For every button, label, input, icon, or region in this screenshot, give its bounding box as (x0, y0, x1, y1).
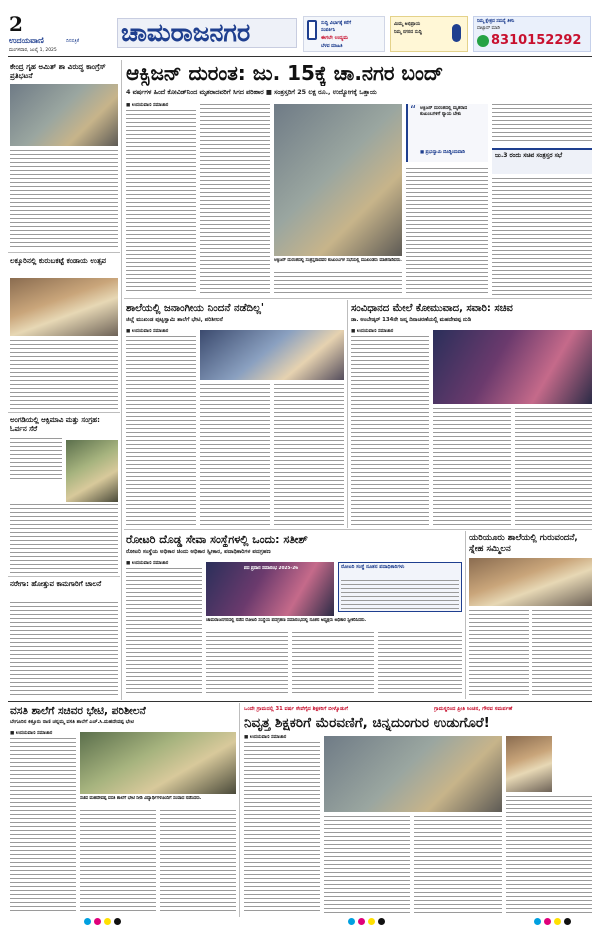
ad1-line1: ಸುದ್ದಿ ವಿಭಾಗಕ್ಕೆ ಕರೆಗೆ (321, 21, 352, 26)
retired-teacher-col3 (414, 816, 502, 914)
left-story4-body (10, 602, 118, 696)
edition-title: ಚಾಮರಾಜನಗರ (121, 18, 251, 47)
paper-name: ಉದಯವಾಣಿ (9, 36, 44, 45)
retired-teacher-col1 (244, 742, 320, 914)
school-story-subhead: ಜಿಲ್ಲೆ ಮುಖಂಡ ಪುಟ್ಟಸ್ವಾಮಿ ಶಾಲೆಗೆ ಭೇಟಿ, ಪರಿಶೀಲನೆ (126, 317, 223, 323)
school-reunion-headline: ಯರಿಯೂರು ಶಾಲೆಯಲ್ಲಿ ಗುರುವಂದನೆ, ಸ್ನೇಹ ಸಮ್ಮಿಲನ (469, 533, 578, 554)
registration-mark-magenta-3 (544, 918, 551, 925)
ad1-line4: ಬೆಳವ ಮಾಹಿತಿ (321, 44, 343, 49)
left-story3-title: ಅಂಗಡಿಯಲ್ಲಿ ಆಕ್ಸಿಮಾವಿ ಮತ್ತು ಸಂಗ್ರಹ: ಓರ್ವನ ಸೆರೆ (10, 416, 100, 433)
rotary-byline: ■ ಉದಯವಾಣಿ ಸಮಾಚಾರ (126, 561, 169, 566)
registration-mark-yellow-3 (554, 918, 561, 925)
ad1-line2: ಸಂಪರ್ಕಿಸಿ (321, 28, 336, 33)
residential-school-col3 (160, 810, 236, 914)
registration-mark-black-2 (378, 918, 385, 925)
ambedkar-headline: ಸಂವಿಧಾನದ ಮೇಲೆ ಕೋಮುವಾದ, ಸವಾರಿ: ಸಚಿವ (351, 303, 513, 314)
lead-body-col4 (406, 168, 488, 296)
lead-quote: ಆಕ್ಸಿಜನ್ ದುರಂತದಲ್ಲಿ ಮೃತರಾದ ಕುಟುಂಬಗಳಿಗೆ ನ್ಯಾಯ ಬೇಕು (420, 106, 468, 117)
ad2-line1: ಮಿಮ್ಮ ಅಭಿಪ್ರಾಯ (394, 22, 421, 27)
retired-teacher-col4 (506, 796, 592, 914)
ad-mic-icon (452, 24, 461, 42)
whatsapp-phone: 8310152292 (491, 33, 582, 48)
left-story3-body-b (10, 504, 118, 574)
registration-mark-yellow (104, 918, 111, 925)
lead-body-col2 (200, 104, 270, 294)
left-story1-body (10, 150, 118, 248)
page-number: 2 (9, 12, 23, 36)
left-story1-title: ಕೇಂದ್ರ ಗೃಹ ಅಮಿತ್ ಶಾ ವಿರುದ್ಧ ಕಾಂಗ್ರೆಸ್ ಪ್ರತಿಭಟನೆ (10, 62, 106, 80)
registration-mark-magenta (94, 918, 101, 925)
school-story-col3 (274, 384, 344, 526)
residential-school-subhead: ಬೇಗೂರಿನ ಕಿತ್ತೂರು ರಾಣಿ ಚನ್ನಮ್ಮ ವಸತಿ ಶಾಲೆಗೆ ಎಚ್.ಸಿ.ಮಹದೇವಪ್ಪ ಭೇಟಿ (10, 719, 134, 725)
ad3-line1: ನಿಮ್ಮ ಕ್ಷೇತ್ರದ ಸಮಸ್ಯೆ ತಿಳಿಸಿ (477, 19, 515, 24)
lead-side-note: ಜು.3 ರಂದು ಸಚಿವ ಸಂತ್ರಸ್ತರ ಸಭೆ (495, 152, 563, 159)
left-story2-body (10, 340, 118, 410)
lead-body-col1 (126, 110, 196, 294)
retired-teacher-portrait (506, 736, 552, 792)
school-story-byline: ■ ಉದಯವಾಣಿ ಸಮಾಚಾರ (126, 329, 169, 334)
rotary-box-title: ರೋಟರಿ ಸಂಸ್ಥೆ ನೂತನ ಪದಾಧಿಕಾರಿಗಳು (341, 564, 405, 570)
retired-teacher-photo (324, 736, 502, 812)
residential-school-col2 (80, 810, 156, 914)
school-reunion-photo (469, 558, 592, 606)
rotary-col1 (126, 568, 202, 696)
lead-subhead: 4 ವರ್ಷಗಳ ಹಿಂದೆ ಕೋವಿಡ್‌ನಿಂದ ಮೃತರಾದವರಿಗೆ ಸಿಗದ ಪರಿಹಾರ ■ ಸಂತ್ರಸ್ತರಿಗೆ 25 ಲಕ್ಷ ರೂ., ಉದ್ಯೋಗಕ್ಕೆ ಒತ್ತಾಯ (126, 88, 377, 96)
registration-mark-cyan (84, 918, 91, 925)
whatsapp-icon (477, 35, 489, 47)
left-story2-photo (10, 278, 118, 336)
registration-mark-black-3 (564, 918, 571, 925)
quote-mark-icon: “ (410, 103, 417, 117)
retired-teacher-headline: ನಿವೃತ್ತ ಶಿಕ್ಷಕರಿಗೆ ಮೆರವಣಿಗೆ, ಚಿನ್ನದುಂಗುರ ಉಡುಗೊರೆ! (244, 715, 490, 731)
rotary-col3 (292, 632, 374, 696)
ambedkar-col2 (433, 408, 511, 526)
school-story-headline: ಶಾಲೆಯಲ್ಲಿ ಜನಾಂಗೀಯ ನಿಂದನೆ ನಡೆದಿಲ್ಲ' (126, 303, 265, 314)
ambedkar-col1 (351, 336, 429, 526)
retired-teacher-col2 (324, 816, 410, 914)
rotary-subhead: ರೋಟರಿ ಸಂಸ್ಥೆಯ ಅಧಿಕಾರ ಚಿಂದು ಅಧಿಕಾರ ಸ್ವೀಕಾರ, ಪದಾಧಿಕಾರಿಗಳ ಪದಗ್ರಹಣ (126, 549, 271, 555)
lead-side-body (492, 178, 592, 296)
school-story-col2 (200, 384, 270, 526)
left-story3-photo (66, 440, 118, 502)
retired-teacher-kicker-1: ಒಂದೇ ಗ್ರಾಮದಲ್ಲಿ 31 ವರ್ಷ ಸೇವೆಗೈದ ಶಿಕ್ಷಕರಿಗೆ ಬೀಳ್ಕೊಡುಗೆ (244, 706, 348, 712)
lead-side-bullets (492, 104, 592, 144)
registration-mark-yellow-2 (368, 918, 375, 925)
registration-mark-cyan-3 (534, 918, 541, 925)
left-story3-body-a (10, 438, 62, 482)
ad1-line3: ಈಗಲೇ ಉದ್ಯಮ (321, 35, 348, 41)
rotary-banner: ಪದ ಪ್ರದಾನ ಸಮಾರಂಭ 2025-26 (243, 566, 299, 571)
registration-mark-magenta-2 (358, 918, 365, 925)
residential-school-caption: ಸಚಿವ ಮಹದೇವಪ್ಪ ವಸತಿ ಶಾಲೆಗೆ ಭೇಟಿ ನೀಡಿ ವಿದ್ಯಾರ್ಥಿಗಳೊಂದಿಗೆ ಸಂವಾದ ನಡೆಸಿದರು. (80, 796, 202, 801)
left-story4-title: ನರೇಗಾ: ಹೋತ್ತುವ ಕಾಮಗಾರಿಗೆ ಚಾಲನೆ (10, 580, 102, 588)
residential-school-col1 (10, 738, 76, 914)
ambedkar-col3 (515, 408, 592, 526)
residential-school-headline: ವಸತಿ ಶಾಲೆಗೆ ಸಚಿವರ ಭೇಟಿ, ಪರಿಶೀಲನೆ (10, 705, 146, 717)
residential-school-photo (80, 732, 236, 794)
rotary-box-body (341, 580, 459, 610)
ad-phone-icon (307, 20, 317, 40)
retired-teacher-byline: ■ ಉದಯವಾಣಿ ಸಮಾಚಾರ (244, 735, 287, 740)
ad2-line2: ನಿಮ್ಮ ನಗರದ ಸುದ್ದಿ (394, 30, 422, 35)
school-story-photo (200, 330, 344, 380)
ambedkar-subhead: ಡಾ. ಅಂಬೇಡ್ಕರ್ 134ನೇ ಜನ್ಮ ದಿನಾಚರಣೆಯಲ್ಲಿ ಮಹದೇವಪ್ಪ ನುಡಿ (351, 317, 472, 323)
ad3-line2: ವಾಟ್ಸಾಪ್ ಮಾಡಿ (477, 26, 500, 31)
school-story-col1 (126, 336, 196, 526)
paper-suffix: ದಿನಪತ್ರಿಕೆ (66, 39, 80, 44)
school-reunion-col2 (532, 610, 592, 696)
ambedkar-byline: ■ ಉದಯವಾಣಿ ಸಮಾಚಾರ (351, 329, 394, 334)
lead-quote-author: ■ ಪ್ರಭುಸ್ವಾಮಿ ದೊಡ್ಡಿಂದುವಾಡಿ (420, 150, 465, 155)
lead-body-col3 (274, 272, 402, 296)
retired-teacher-kicker-2: ಗ್ರಾಮಸ್ಥರಿಂದ ಪ್ರೀತಿ ಸಿಂಚನ, ಗೌರವ ಸಮರ್ಪಣೆ (434, 706, 513, 712)
rotary-headline: ರೋಟರಿ ದೊಡ್ಡ ಸೇವಾ ಸಂಸ್ಥೆಗಳಲ್ಲಿ ಒಂದು: ಸತೀಶ್ (126, 533, 308, 546)
rotary-col4 (378, 632, 462, 696)
left-story2-title: ಲಕ್ಕೂರಿನಲ್ಲಿ ಕುರುಬಕಟ್ಟೆ ಕಂಡಾಯ ಉತ್ಸವ (10, 256, 107, 265)
residential-school-byline: ■ ಉದಯವಾಣಿ ಸಮಾಚಾರ (10, 731, 53, 736)
rotary-photo-caption: ಚಾಮರಾಜನಗರದಲ್ಲಿ ನಡೆದ ರೋಟರಿ ಸಂಸ್ಥೆಯ ಪದಗ್ರಹಣ ಸಮಾರಂಭದಲ್ಲಿ ನೂತನ ಅಧ್ಯಕ್ಷರು ಅಧಿಕಾರ ಸ್ವೀಕರಿಸಿದರು. (206, 618, 367, 623)
registration-mark-black (114, 918, 121, 925)
ambedkar-photo (433, 330, 592, 404)
lead-photo-caption: ಆಕ್ಸಿಜನ್ ದುರಂತದಲ್ಲಿ ಸಂತ್ರಸ್ತರಾದವರ ಕುಟುಂಬಗಳ ಸಭೆಯಲ್ಲಿ ಮುಖಂಡರು ಮಾತನಾಡಿದರು. (274, 258, 402, 263)
rotary-col2 (206, 632, 288, 696)
lead-photo (274, 104, 402, 256)
registration-mark-cyan-2 (348, 918, 355, 925)
lead-byline: ■ ಉದಯವಾಣಿ ಸಮಾಚಾರ (126, 103, 169, 108)
school-reunion-col1 (469, 610, 529, 696)
issue-date: ಮಂಗಳವಾರ, ಜುಲೈ 1, 2025 (9, 48, 57, 53)
left-story1-photo (10, 84, 118, 146)
lead-headline: ಆಕ್ಸಿಜನ್ ದುರಂತ: ಜು. 15ಕ್ಕೆ ಚಾ.ನಗರ ಬಂದ್ (126, 61, 444, 85)
